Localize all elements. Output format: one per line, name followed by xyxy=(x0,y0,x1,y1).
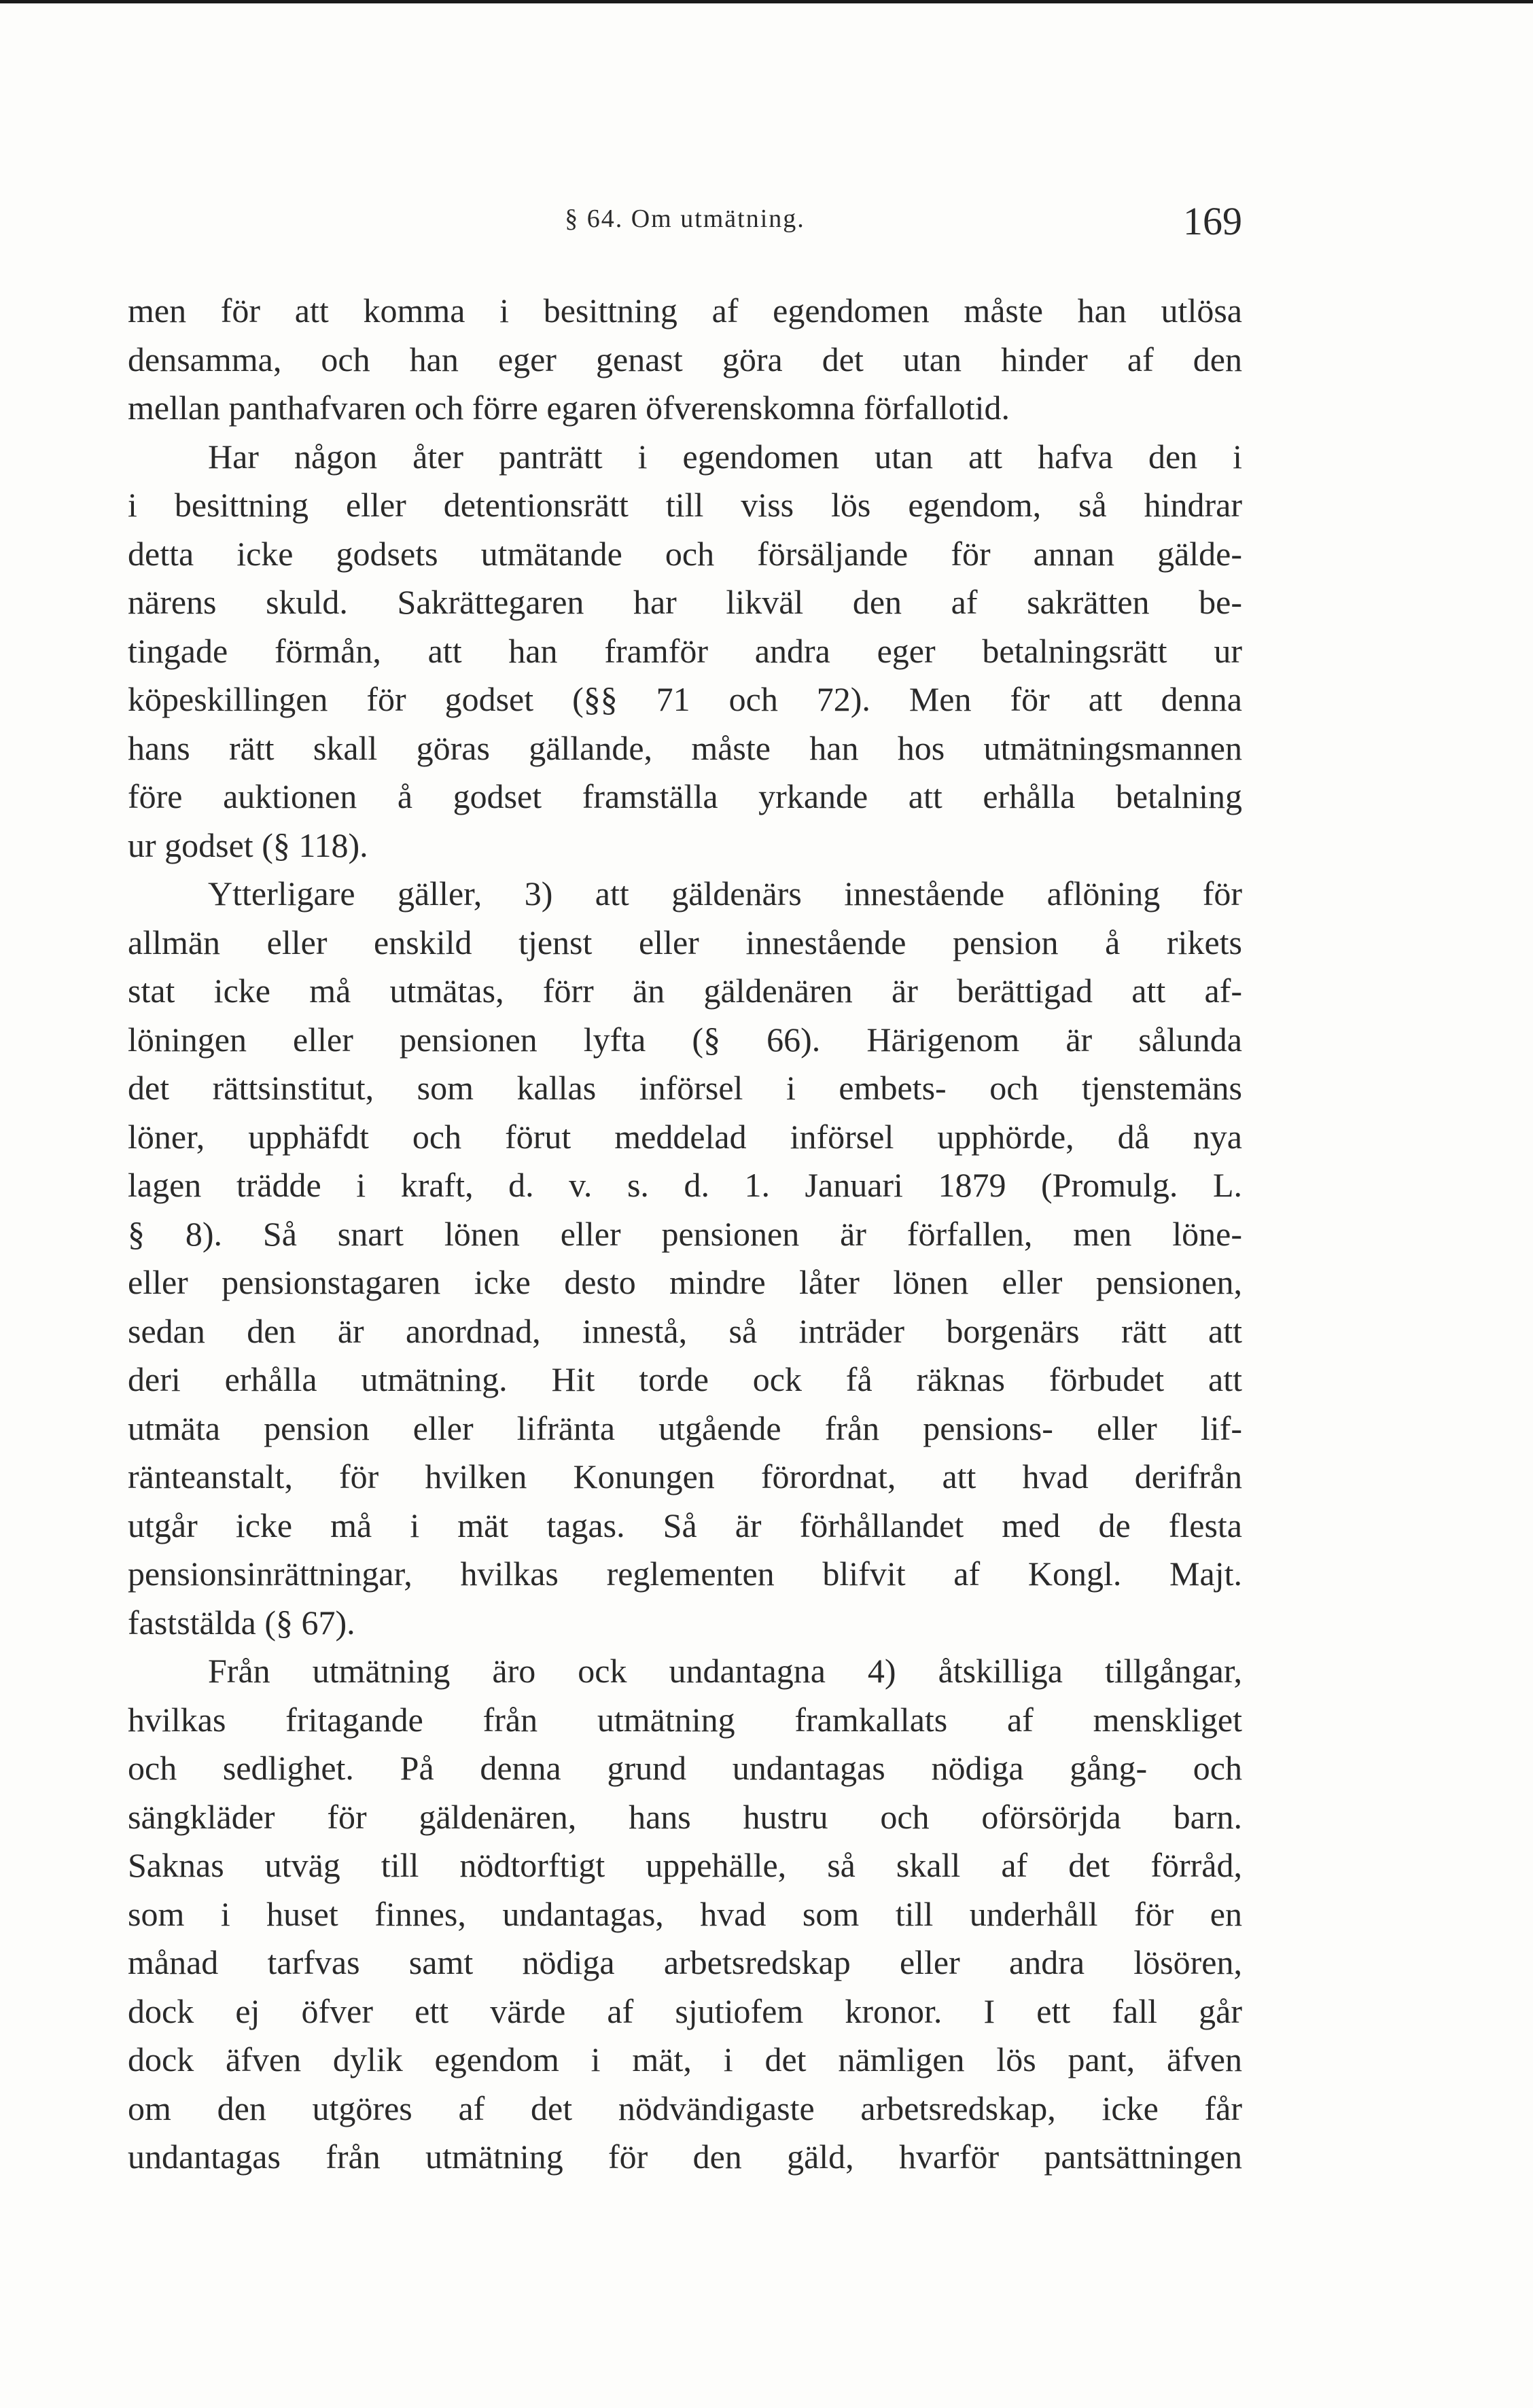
text-line: om den utgöres af det nödvändigaste arbetsredskap, icke får xyxy=(128,2089,1242,2127)
text-line: ur godset (§ 118). xyxy=(128,826,368,864)
text-line: köpeskillingen för godset (§§ 71 och 72). Men för att denna xyxy=(128,680,1242,718)
text-line: hans rätt skall göras gällande, måste han hos utmätningsmannen xyxy=(128,728,1242,767)
text-line: som i huset finnes, undantagas, hvad som till underhåll för en xyxy=(128,1894,1242,1933)
text-line: det rättsinstitut, som kallas införsel i embets- och tjenstemäns xyxy=(128,1069,1242,1107)
text-line: mellan panthafvaren och förre egaren öfverenskomna förfallotid. xyxy=(128,389,1010,427)
text-line: ränteanstalt, för hvilken Konungen förordnat, att hvad derifrån xyxy=(128,1457,1242,1495)
text-line: dock äfven dylik egendom i mät, i det nämligen lös pant, äfven xyxy=(128,2040,1242,2078)
text-line: och sedlighet. På denna grund undantagas nödiga gång- och xyxy=(128,1749,1242,1787)
text-line: hvilkas fritagande från utmätning framkallats af menskliget xyxy=(128,1700,1242,1739)
text-line: löner, upphäfdt och förut meddelad införsel upphörde, då nya xyxy=(128,1117,1242,1156)
text-line: i besittning eller detentionsrätt till viss lös egendom, så hindrar xyxy=(128,486,1242,524)
text-line: allmän eller enskild tjenst eller innestående pension å rikets xyxy=(128,923,1242,961)
text-line: sedan den är anordnad, innestå, så inträder borgenärs rätt att xyxy=(128,1311,1242,1350)
text-line: Från utmätning äro ock undantagna 4) åtskilliga tillgångar, xyxy=(208,1652,1242,1690)
text-line: Ytterligare gäller, 3) att gäldenärs innestående aflöning för xyxy=(208,874,1242,913)
text-line: utgår icke må i mät tagas. Så är förhållandet med de flesta xyxy=(128,1506,1242,1544)
page-header xyxy=(128,198,1242,253)
text-line: deri erhålla utmätning. Hit torde ock få räknas förbudet att xyxy=(128,1360,1242,1398)
text-line: Har någon åter panträtt i egendomen utan att hafva den i xyxy=(208,437,1242,476)
text-line: eller pensionstagaren icke desto mindre låter lönen eller pensionen, xyxy=(128,1263,1242,1301)
text-line: detta icke godsets utmätande och försäljande för annan gälde- xyxy=(128,534,1242,573)
text-line: men för att komma i besittning af egendomen måste han utlösa xyxy=(128,291,1242,330)
text-line: stat icke må utmätas, förr än gäldenären är berättigad att af- xyxy=(128,972,1242,1010)
page-number: 169 xyxy=(1183,199,1242,243)
body-text xyxy=(128,287,1242,2182)
text-line: densamma, och han eger genast göra det utan hinder af den xyxy=(128,340,1242,378)
text-line: faststälda (§ 67). xyxy=(128,1603,355,1642)
text-line: Saknas utväg till nödtorftigt uppehälle, så skall af det förråd, xyxy=(128,1846,1242,1884)
top-border-rule xyxy=(0,0,1533,3)
text-line: undantagas från utmätning för den gäld, hvarför pantsättningen xyxy=(128,2138,1242,2176)
text-line: pensionsinrättningar, hvilkas reglementen blifvit af Kongl. Majt. xyxy=(128,1555,1242,1593)
text-line: löningen eller pensionen lyfta (§ 66). Härigenom är sålunda xyxy=(128,1020,1242,1059)
text-line: närens skuld. Sakrättegaren har likväl den af sakrätten be- xyxy=(128,583,1242,621)
text-line: före auktionen å godset framställa yrkande att erhålla betalning xyxy=(128,777,1242,815)
text-line: dock ej öfver ett värde af sjutiofem kronor. I ett fall går xyxy=(128,1991,1242,2030)
text-line: månad tarfvas samt nödiga arbetsredskap eller andra lösören, xyxy=(128,1943,1242,1981)
running-head: § 64. Om utmätning. xyxy=(565,205,805,233)
text-line: lagen trädde i kraft, d. v. s. d. 1. Januari 1879 (Promulg. L. xyxy=(128,1166,1242,1204)
text-line: sängkläder för gäldenären, hans hustru och oförsörjda barn. xyxy=(128,1797,1242,1836)
text-line: utmäta pension eller lifränta utgående från pensions- eller lif- xyxy=(128,1409,1242,1447)
text-line: § 8). Så snart lönen eller pensionen är förfallen, men löne- xyxy=(128,1214,1242,1253)
text-line: tingade förmån, att han framför andra eger betalningsrätt ur xyxy=(128,631,1242,670)
